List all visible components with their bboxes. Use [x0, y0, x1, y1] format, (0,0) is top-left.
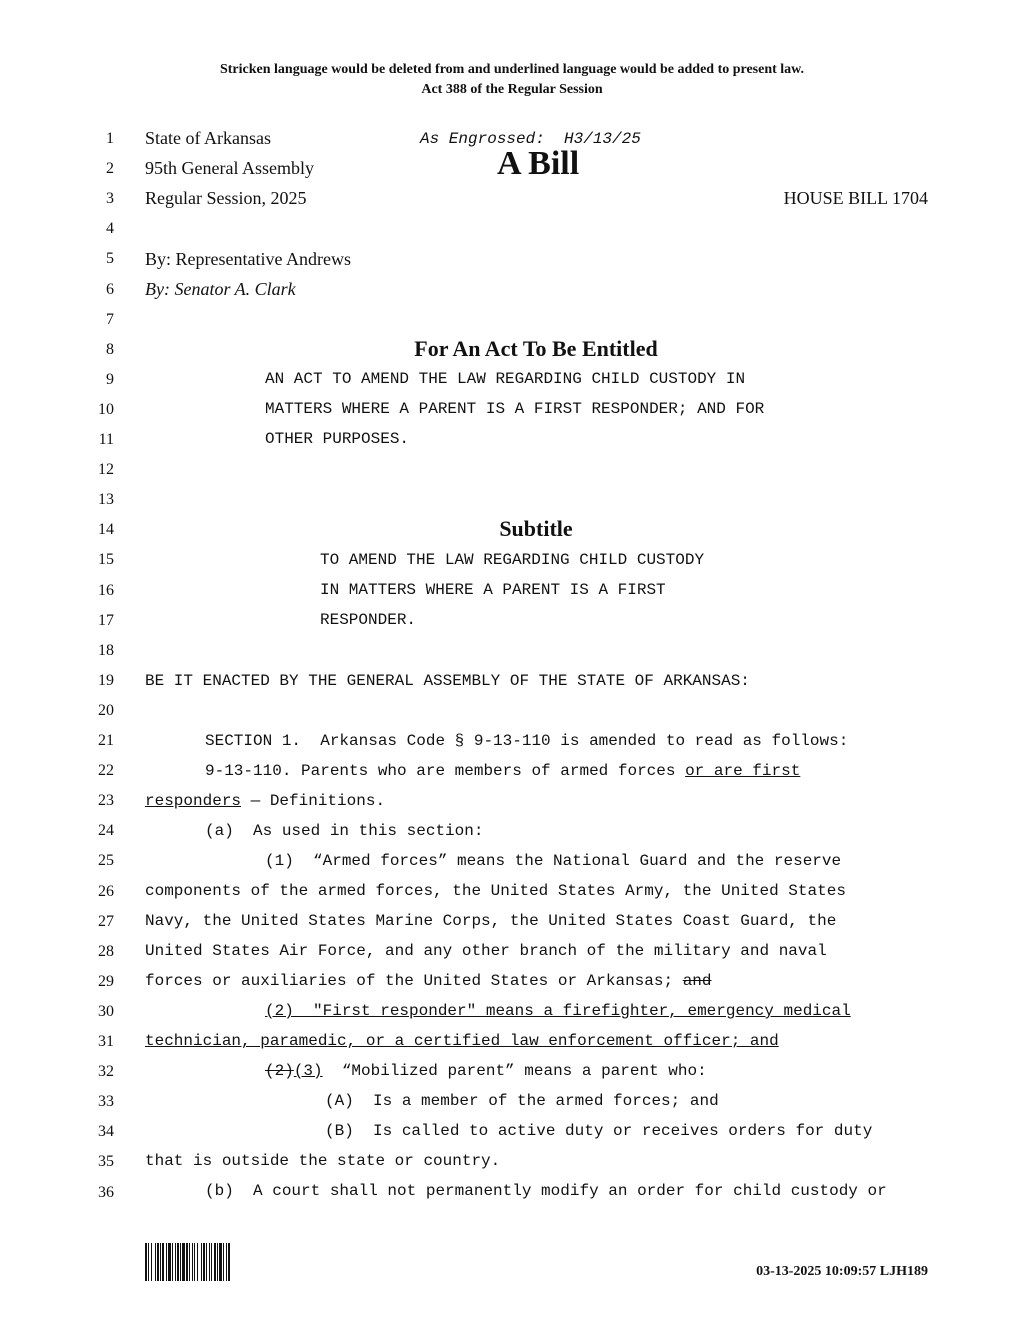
line-number: 35	[98, 1153, 114, 1171]
line-number: 28	[98, 942, 114, 960]
code-section-title	[205, 762, 800, 780]
line-number: 4	[106, 220, 114, 238]
text-plain: — Definitions.	[241, 792, 386, 810]
line-number: 33	[98, 1093, 114, 1111]
line-number: 7	[106, 310, 114, 328]
text-inserted: or are first	[685, 762, 801, 780]
body-line: components of the armed forces, the United States Army, the United States	[145, 882, 846, 900]
body-line: United States Air Force, and any other branch of the military and naval	[145, 942, 827, 960]
line-number: 13	[98, 491, 114, 509]
line-number: 5	[106, 250, 114, 268]
state-name: State of Arkansas	[145, 128, 271, 148]
session: Regular Session, 2025	[145, 188, 307, 208]
line-number: 32	[98, 1063, 114, 1081]
body-line: (B) Is called to active duty or receives orders for duty	[325, 1122, 873, 1140]
line-number: 21	[98, 732, 114, 749]
sponsor-house: By: Representative Andrews	[145, 249, 351, 269]
body-line: Navy, the United States Marine Corps, the United States Coast Guard, the	[145, 912, 837, 930]
line-number: 8	[106, 340, 114, 358]
act-title-line: OTHER PURPOSES.	[265, 430, 410, 448]
footer-stamp: 03-13-2025 10:09:57 LJH189	[756, 1264, 928, 1279]
text-inserted: technician, paramedic, or a certified law enforcement officer; and	[145, 1032, 779, 1050]
line-number: 11	[98, 431, 114, 448]
line-number: 1	[106, 130, 114, 147]
header-act: Act 388 of the Regular Session	[421, 82, 603, 97]
line-number: 10	[98, 400, 114, 418]
header-notice: Stricken language would be deleted from and underlined language would be added to present law.	[219, 62, 805, 77]
line-number: 34	[98, 1123, 114, 1141]
line-number: 16	[98, 581, 114, 599]
enacting-clause: BE IT ENACTED BY THE GENERAL ASSEMBLY OF THE STATE OF ARKANSAS:	[145, 672, 750, 690]
engrossed-date: As Engrossed: H3/13/25	[420, 130, 641, 148]
code-section-title-cont	[145, 792, 385, 810]
line-number: 14	[98, 521, 114, 539]
text-plain: 9-13-110. Parents who are members of armed forces	[205, 762, 686, 780]
line-number: 22	[98, 762, 114, 780]
body-line: (A) Is a member of the armed forces; and	[325, 1092, 719, 1110]
barcode-bar	[230, 1243, 231, 1281]
line-number: 36	[98, 1183, 114, 1201]
barcode	[145, 1243, 273, 1281]
line-number: 31	[98, 1033, 114, 1050]
body-line: (a) As used in this section:	[205, 822, 484, 840]
body-line: that is outside the state or country.	[145, 1152, 501, 1170]
line-number: 2	[106, 160, 114, 178]
body-line: (1) “Armed forces” means the National Guard and the reserve	[265, 852, 842, 870]
sponsor-senate: By: Senator A. Clark	[145, 279, 296, 299]
line-number: 25	[98, 852, 114, 870]
line-number: 27	[98, 912, 114, 930]
text-plain: “Mobilized parent” means a parent who:	[322, 1062, 707, 1080]
line-number: 26	[98, 882, 114, 900]
subtitle-line: RESPONDER.	[320, 611, 417, 629]
subtitle-line: TO AMEND THE LAW REGARDING CHILD CUSTODY	[320, 551, 705, 569]
text-plain: forces or auxiliaries of the United States or Arkansas;	[145, 972, 683, 990]
subtitle-line: IN MATTERS WHERE A PARENT IS A FIRST	[320, 581, 666, 599]
text-inserted: (3)	[293, 1062, 323, 1080]
bill-number: HOUSE BILL 1704	[783, 188, 928, 208]
text-stricken: and	[682, 972, 712, 990]
text-stricken: (2)	[265, 1062, 294, 1080]
line-number: 30	[98, 1002, 114, 1020]
line-number: 23	[98, 792, 114, 810]
text-inserted: (2) "First responder" means a firefighter, emergency medical	[265, 1002, 851, 1020]
line-number: 12	[98, 461, 114, 479]
line-number: 20	[98, 701, 114, 719]
subtitle-heading: Subtitle	[499, 516, 573, 541]
line-number: 24	[98, 822, 114, 840]
body-line	[145, 972, 712, 990]
general-assembly: 95th General Assembly	[145, 158, 314, 178]
bill-title: A Bill	[497, 145, 580, 182]
line-number: 17	[98, 611, 114, 629]
line-number: 18	[98, 641, 114, 659]
body-line	[265, 1062, 707, 1080]
body-line: (b) A court shall not permanently modify an order for child custody or	[205, 1182, 887, 1200]
line-number: 9	[106, 370, 114, 388]
line-number: 6	[106, 280, 114, 298]
text-inserted: responders	[145, 792, 242, 810]
line-number: 19	[98, 671, 114, 689]
act-title-line: AN ACT TO AMEND THE LAW REGARDING CHILD CUSTODY IN	[265, 370, 746, 388]
act-title-line: MATTERS WHERE A PARENT IS A FIRST RESPONDER; AND FOR	[265, 400, 765, 418]
line-number: 29	[98, 972, 114, 990]
act-heading: For An Act To Be Entitled	[414, 336, 658, 361]
line-number: 15	[98, 551, 114, 569]
line-number: 3	[106, 190, 114, 208]
section-heading: SECTION 1. Arkansas Code § 9-13-110 is amended to read as follows:	[205, 732, 849, 750]
